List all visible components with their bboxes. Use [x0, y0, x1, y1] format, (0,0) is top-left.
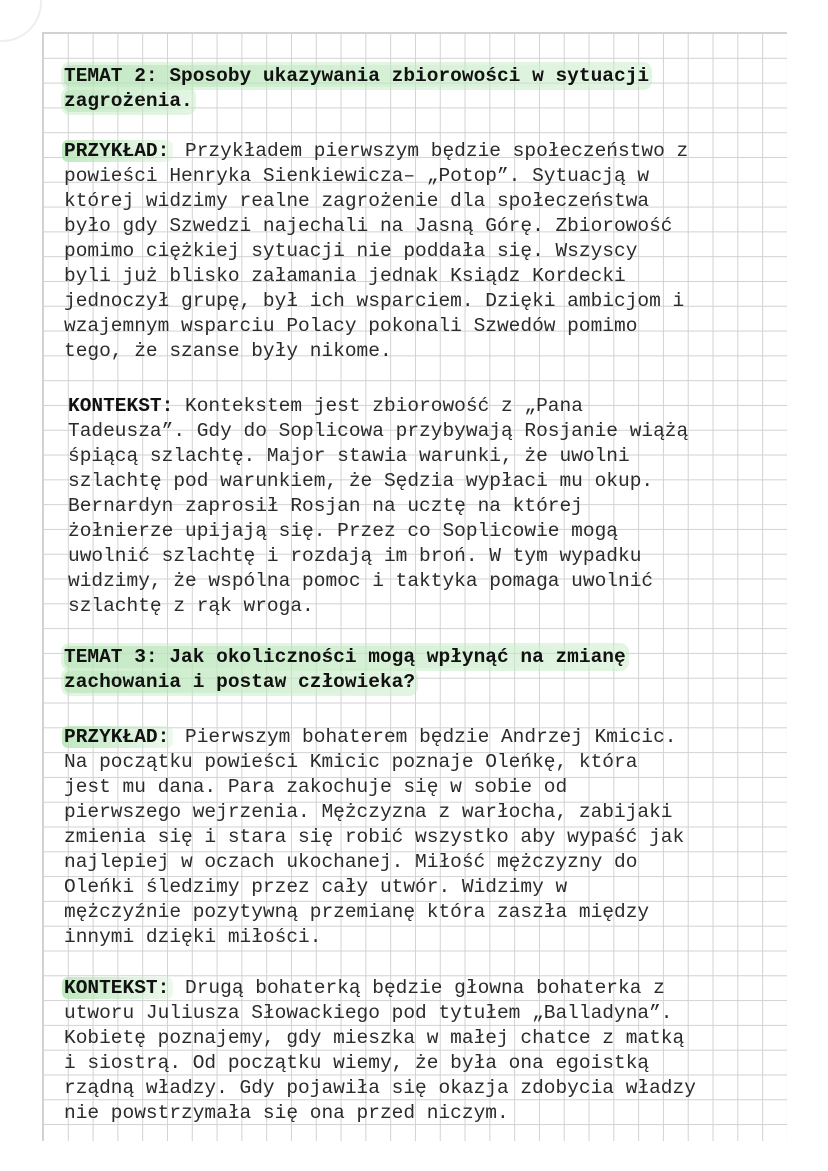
- topic-3-example-text: Pierwszym bohaterem będzie Andrzej Kmicic. Na początku powieści Kmicic poznaje Oleńkę, która jest mu dana. Para zakochuje się w sobie od pierwszego wejrzenia. Mężczyzna z warłocha, zabijaki zmienia się i stara się robić wszystko aby wypaść jak najlepiej w oczach ukochanej. Miłość mężczyzny do Oleńki śledzimy przez cały utwór. Widzimy w mężczyźnie pozytywną przemianę która zaszła między innymi dzięki miłości.: [64, 726, 685, 948]
- context-label: KONTEKST:: [62, 977, 173, 999]
- topic-3-example-paragraph: [64, 725, 784, 950]
- page-corner-decoration: [0, 0, 42, 42]
- topic-3-context-paragraph: [64, 976, 784, 1126]
- topic-2-example-paragraph: [64, 139, 784, 364]
- topic-2-example-text: Przykładem pierwszym będzie społeczeństwo z powieści Henryka Sienkiewicza– „Potop”. Sytuacją w której widzimy realne zagrożenie dla społeczeństwa było gdy Szwedzi najechali na Jasną Górę. Zbiorowość pomimo ciężkiej sytuacji nie poddała się. Wszyscy byli już blisko załamania jednak Ksiądz Kordecki jednoczył grupę, był ich wsparciem. Dzięki ambicjom i wzajemnym wsparciu Polacy pokonali Szwedów pomimo tego, że szanse były nikome.: [64, 140, 689, 362]
- topic-3-context-text: Drugą bohaterką będzie głowna bohaterka z utworu Juliusza Słowackiego pod tytułem „Balladyna”. Kobietę poznajemy, gdy mieszka w małej chatce z matką i siostrą. Od początku wiemy, że była ona egoistką rządną władzy. Gdy pojawiła się okazja zdobycia władzy nie powstrzymała się ona przed niczym.: [64, 977, 696, 1124]
- topic-3-heading: [64, 645, 784, 695]
- example-label: PRZYKŁAD:: [62, 726, 173, 748]
- notes-content: [64, 64, 784, 1126]
- topic-2-context-text: Kontekstem jest zbiorowość z „Pana Tadeusza”. Gdy do Soplicowa przybywają Rosjanie wiążą śpiącą szlachtę. Major stawia warunki, że uwolni szlachtę pod warunkiem, że Sędzia wypłaci mu okup. Bernardyn zaprosił Rosjan na ucztę na której żołnierze upijają się. Przez co Soplicowie mogą uwolnić szlachtę i rozdają im broń. W tym wypadku widzimy, że wspólna pomoc i taktyka pomaga uwolnić szlachtę z rąk wroga.: [68, 395, 689, 617]
- context-label: KONTEKST:: [68, 395, 174, 417]
- topic-3-heading-text: TEMAT 3: Jak okoliczności mogą wpłynąć na zmianę zachowania i postaw człowieka?: [64, 646, 626, 693]
- example-label: PRZYKŁAD:: [62, 140, 173, 162]
- topic-2-heading-text: TEMAT 2: Sposoby ukazywania zbiorowości w sytuacji zagrożenia.: [64, 65, 650, 112]
- topic-2-heading: [64, 64, 784, 114]
- topic-2-context-paragraph: [64, 394, 784, 619]
